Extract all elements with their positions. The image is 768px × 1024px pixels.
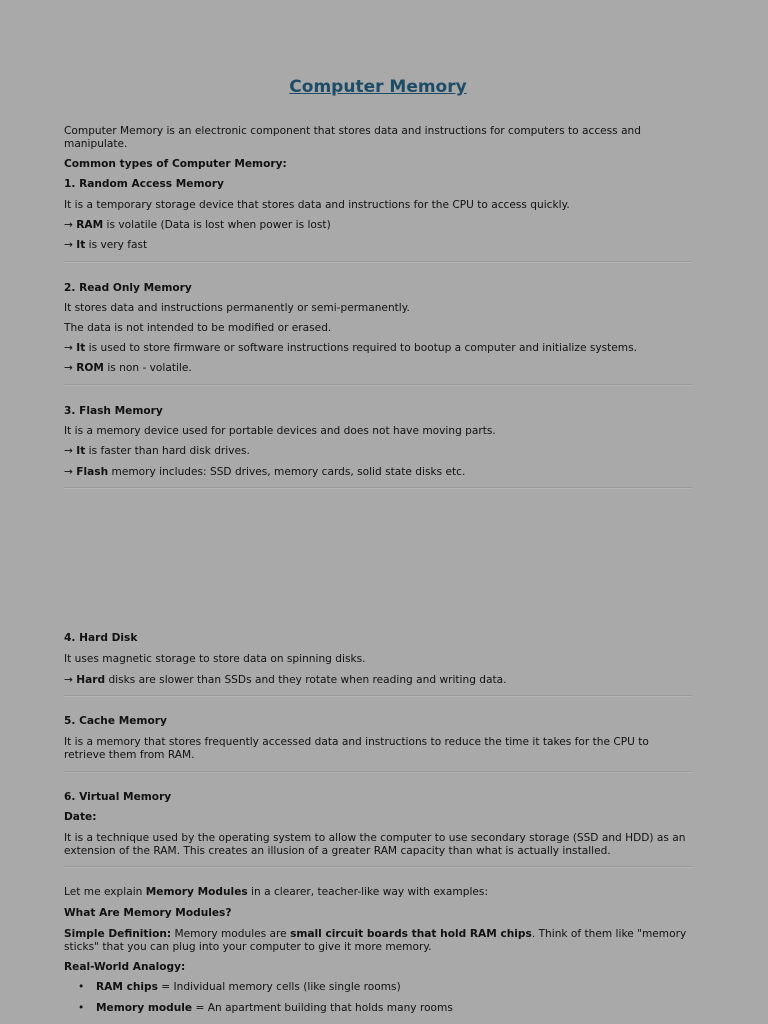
intro-text: Computer Memory is an electronic component that stores data and instructions for computers to access and manipulate. [64,125,641,150]
section-text: It is a technique used by the operating system to allow the computer to use secondary storage (SSD and HDD) as an extension of the RAM. This creates an illusion of a greater RAM capacity than what is actually installed. [64,832,686,857]
bullet-icon: • [78,1002,85,1014]
section-heading-flash: 3. Flash Memory [64,405,163,417]
section-heading-rom: 2. Read Only Memory [64,282,192,294]
section-heading-virtual: 6. Virtual Memory [64,791,172,803]
arrow-icon: → [64,219,73,231]
bullet-icon: • [78,981,85,993]
modules-definition: Simple Definition: Memory modules are small circuit boards that hold RAM chips. Think of them like "memory sticks" that you can plug into your computer to give it more memory. [64,928,687,953]
divider [64,695,692,696]
divider [64,487,692,488]
date-label: Date: [64,811,97,823]
page-title: Computer Memory [289,77,467,97]
section-heading-hard-disk: 4. Hard Disk [64,632,138,644]
list-item: Memory module = An apartment building that holds many rooms [96,1002,453,1014]
section-text: It is a temporary storage device that stores data and instructions for the CPU to access quickly. [64,199,570,211]
arrow-icon: → [64,674,73,686]
arrow-icon: → [64,362,73,374]
section-point: → ROM is non - volatile. [64,362,192,374]
list-item: RAM chips = Individual memory cells (like single rooms) [96,981,401,993]
section-text: The data is not intended to be modified or erased. [64,322,332,334]
section-text: It uses magnetic storage to store data on spinning disks. [64,653,366,665]
modules-heading: What Are Memory Modules? [64,907,232,919]
section-text: It is a memory device used for portable devices and does not have moving parts. [64,425,496,437]
section-point: → Flash memory includes: SSD drives, memory cards, solid state disks etc. [64,466,466,478]
section-heading-ram: 1. Random Access Memory [64,178,224,190]
divider [64,384,692,385]
section-point: → It is faster than hard disk drives. [64,445,250,457]
types-heading: Common types of Computer Memory: [64,158,287,170]
divider [64,261,692,262]
modules-intro: Let me explain Memory Modules in a clearer, teacher-like way with examples: [64,886,489,898]
section-text: It stores data and instructions permanently or semi-permanently. [64,302,410,314]
section-point: → RAM is volatile (Data is lost when power is lost) [64,219,331,231]
arrow-icon: → [64,466,73,478]
divider [64,771,692,772]
arrow-icon: → [64,239,73,251]
section-point: → It is very fast [64,239,148,251]
section-heading-cache: 5. Cache Memory [64,715,167,727]
section-point: → It is used to store firmware or software instructions required to bootup a computer and initialize systems. [64,342,638,354]
arrow-icon: → [64,445,73,457]
section-point: → Hard disks are slower than SSDs and they rotate when reading and writing data. [64,674,507,686]
analogy-heading: Real-World Analogy: [64,961,186,973]
section-text: It is a memory that stores frequently accessed data and instructions to reduce the time it takes for the CPU to retrieve them from RAM. [64,736,649,761]
arrow-icon: → [64,342,73,354]
divider [64,866,692,867]
